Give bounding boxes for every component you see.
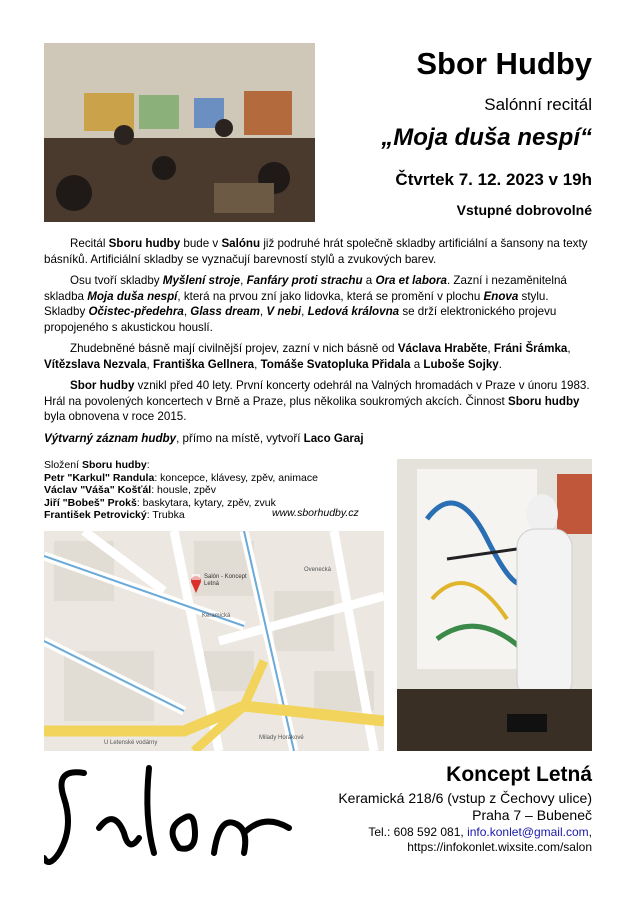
map-graphic [44,531,384,751]
paragraph: Recitál Sboru hudby bude v Salónu již podruhé hrát společně skladby artificiální a šansony na texty básníků. Artificiální skladby se vyznačují barevností stylů a zvukových barev. [44,237,588,266]
street-label: Keramická [202,613,231,619]
venue-name: Koncept Letná [446,763,592,786]
subtitle: Salónní recitál [484,95,592,114]
location-map[interactable] [44,531,384,751]
page-title: Sbor Hudby [416,46,592,81]
pin-label: Letná [204,581,220,587]
paragraph: Sbor hudby vznikl před 40 lety. První koncerty odehrál na Valných hromadách v Praze v únoru 1983. Hrál na povolených koncertech v Brně a Praze, plus několika soukromých akcích. Činnost Sboru hudby byla obnovena v roce 2015. [44,379,590,423]
street-label: Ovenecká [304,567,332,573]
members-heading: Složení Sboru hudby: [44,459,150,471]
member-row: Václav "Váša" Košťál: housle, zpěv [44,484,217,496]
member-row: František Petrovický: Trubka [44,509,185,521]
salon-logo [44,758,294,870]
venue-address: Keramická 218/6 (vstup z Čechovy ulice) Praha 7 – Bubeneč [338,790,592,823]
painter-photo [397,459,592,751]
paragraph: Osu tvoří skladby Myšlení stroje, Fanfáry proti strachu a Ora et labora. Zazní i nezaměnitelná skladba Moja duša nespí, která na prvou zní jako lidovka, která se promění v plochu Enova stylu. Skladby Očistec-předehra, Glass dream, V nebi, Ledová královna se drží elektronického projevu propojeného s akustickou houslí. [44,274,567,334]
painter-photo-art [397,459,592,751]
paragraph: Výtvarný záznam hudby, přímo na místě, vytvoří Laco Garaj [44,431,364,445]
concert-photo [44,43,315,222]
salon-logo-art [44,758,294,870]
website-link[interactable]: www.sborhudby.cz [272,507,359,519]
entry-fee: Vstupné dobrovolné [456,202,592,218]
pin-label: Salón - Koncept [204,574,247,580]
street-label: Milady Horákové [259,735,304,741]
email-link[interactable]: info.konlet@gmail.com [467,825,589,839]
event-date: Čtvrtek 7. 12. 2023 v 19h [395,170,592,189]
concert-photo-art [44,43,315,222]
contact-info: Tel.: 608 592 081, info.konlet@gmail.com, https://infokonlet.wixsite.com/salon [300,825,592,855]
description [44,236,592,452]
member-row: Jiří "Bobeš" Prokš: baskytara, kytary, zpěv, zvuk [44,496,276,509]
work-title: „Moja duša nespí“ [381,124,592,151]
member-row: Petr "Karkul" Randula: koncepce, klávesy, zpěv, animace [44,471,318,484]
phone: Tel.: 608 592 081, [368,825,468,839]
url-link[interactable]: https://infokonlet.wixsite.com/salon [407,840,592,854]
paragraph: Zhudebněné básně mají civilnější projev, zazní v nich básně od Václava Hraběte, Fráni Šrámka, Vítězslava Nezvala, Františka Gellnera, Tomáše Svatopluka Přidala a Luboše Sojky. [44,342,571,371]
street-label: U Letenské vodárny [104,740,158,746]
